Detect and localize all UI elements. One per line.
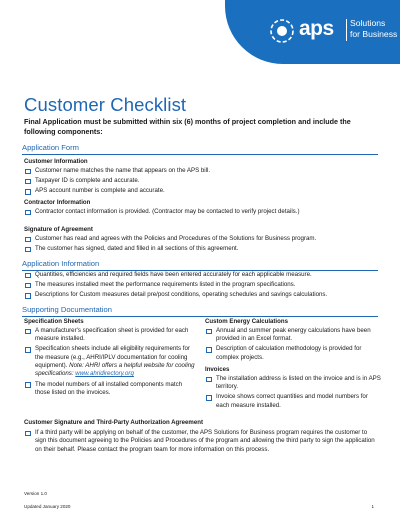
aps-logo-text: aps (299, 17, 334, 40)
custom-energy-list (205, 327, 381, 364)
aps-sun-logo-icon (269, 18, 295, 44)
section-heading-application-form: Application Form (22, 143, 378, 155)
checkbox-icon[interactable] (25, 237, 31, 243)
application-information-list (24, 271, 380, 302)
checklist-item[interactable]: The measures installed meet the performance requirements listed in the program specifications. (24, 281, 380, 289)
version-label: Version 1.0 (24, 491, 47, 496)
checklist-item[interactable]: Contractor contact information is provided. (Contractor may be contacted to verify project details.) (24, 208, 380, 216)
checklist-item[interactable]: Descriptions for Custom measures detail pre/post conditions, operating schedules and savings calculations. (24, 291, 380, 299)
checklist-item[interactable]: A manufacturer's specification sheet is provided for each measure installed. (24, 327, 196, 344)
brand-tagline (350, 18, 400, 40)
checkbox-icon[interactable] (25, 329, 31, 335)
checkbox-icon[interactable] (25, 210, 31, 216)
invoices-list (205, 375, 381, 412)
checklist-item[interactable]: The model numbers of all installed components match those listed on the invoices. (24, 381, 196, 398)
checkbox-icon[interactable] (25, 382, 31, 388)
specification-sheets-list (24, 327, 196, 399)
subheading-third-party-authorization: Customer Signature and Third-Party Authorization Agreement (24, 419, 203, 426)
checklist-item[interactable]: Invoice shows correct quantities and model numbers for each measure installed. (205, 393, 381, 410)
checkbox-icon[interactable] (25, 273, 31, 279)
checkbox-icon[interactable] (25, 283, 31, 289)
checkbox-icon[interactable] (25, 169, 31, 175)
third-party-list (24, 429, 380, 456)
checklist-item[interactable]: Annual and summer peak energy calculations have been provided in an Excel format. (205, 327, 381, 344)
subheading-invoices: Invoices (205, 366, 230, 373)
checkbox-icon[interactable] (25, 347, 31, 353)
subheading-custom-energy-calculations: Custom Energy Calculations (205, 318, 288, 325)
checklist-item[interactable]: Taxpayer ID is complete and accurate. (24, 177, 380, 185)
checklist-item[interactable]: Description of calculation methodology is provided for complex projects. (205, 345, 381, 362)
signature-list (24, 235, 380, 255)
checkbox-icon[interactable] (25, 431, 31, 437)
checkbox-icon[interactable] (206, 395, 212, 401)
tagline-line-2: for Business (350, 29, 398, 39)
checkbox-icon[interactable] (25, 247, 31, 253)
checklist-item[interactable]: Quantities, efficiencies and required fields have been entered accurately for each applicable measure. (24, 271, 380, 279)
section-heading-supporting-documentation: Supporting Documentation (22, 305, 378, 317)
ahri-link[interactable]: www.ahridirectory.org (75, 370, 134, 378)
checklist-item[interactable]: APS account number is complete and accurate. (24, 187, 380, 195)
checkbox-icon[interactable] (25, 293, 31, 299)
page-number: 1 (371, 504, 374, 509)
page-title: Customer Checklist (24, 94, 187, 115)
customer-information-list (24, 167, 380, 198)
checklist-item[interactable]: If a third party will be applying on behalf of the customer, the APS Solutions for Business program requires the customer to sign this document agreeing to the Policies and Procedures of the program and allowing the third party to sign the application on their behalf. Please contact the program team for more information on this process. (24, 429, 380, 454)
checklist-item[interactable]: The customer has signed, dated and filled in all sections of this agreement. (24, 245, 380, 253)
subheading-specification-sheets: Specification Sheets (24, 318, 84, 325)
checkbox-icon[interactable] (25, 179, 31, 185)
subheading-contractor-information: Contractor Information (24, 199, 91, 206)
logo-divider (346, 19, 347, 41)
contractor-information-list (24, 208, 380, 218)
checkbox-icon[interactable] (206, 377, 212, 383)
subheading-customer-information: Customer Information (24, 158, 88, 165)
ahri-note: Note: AHRI offers a helpful website for cooling specifications: (35, 362, 195, 378)
intro-text: Final Application must be submitted within six (6) months of project completion and include the following components: (24, 117, 351, 136)
checkbox-icon[interactable] (25, 189, 31, 195)
checklist-item[interactable]: The installation address is listed on the invoice and is in APS territory. (205, 375, 381, 392)
checkbox-icon[interactable] (206, 329, 212, 335)
subheading-signature-of-agreement: Signature of Agreement (24, 226, 93, 233)
brand-banner (225, 0, 400, 64)
checklist-item[interactable]: Customer name matches the name that appears on the APS bill. (24, 167, 380, 175)
tagline-line-1: Solutions (350, 18, 386, 28)
checklist-item[interactable]: Customer has read and agrees with the Policies and Procedures of the Solutions for Business program. (24, 235, 380, 243)
checklist-item[interactable]: Specification sheets include all eligibility requirements for the measure (e.g., AHRI/IPLV documentation for cooling equipment). Note: AHRI offers a helpful website for cooling specifications: www.ahridirectory.org (24, 345, 196, 378)
section-heading-application-information: Application Information (22, 259, 378, 271)
checkbox-icon[interactable] (206, 347, 212, 353)
updated-label: Updated January 2020 (24, 504, 71, 509)
